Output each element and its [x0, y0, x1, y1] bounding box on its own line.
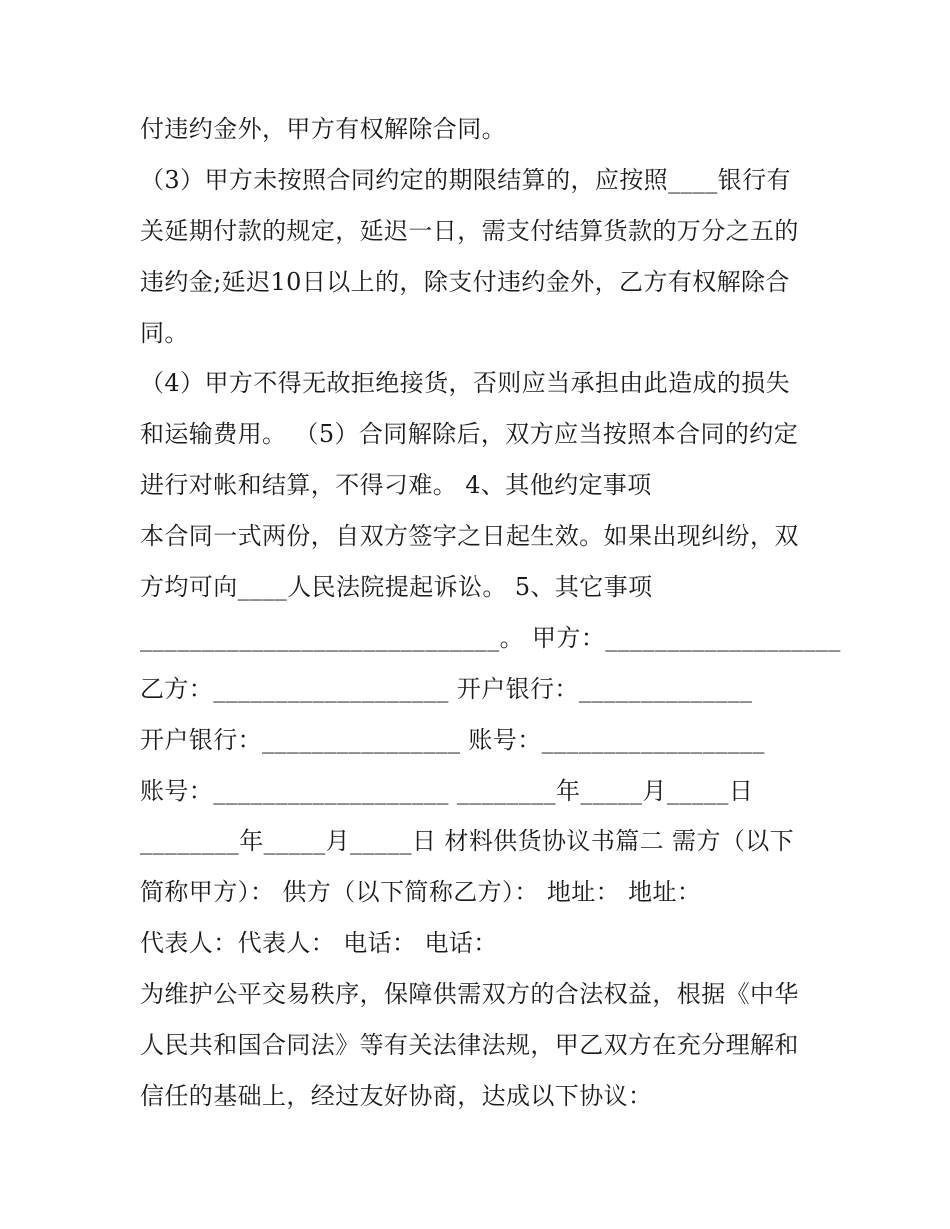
- text-line-19: 人民共和国合同法》等有关法律法规，甲乙双方在充分理解和: [140, 1031, 799, 1059]
- text-line-18: 为维护公平交易秩序，保障供需双方的合法权益，根据《中华: [140, 980, 799, 1008]
- text-line-6: （4）甲方不得无故拒绝接货，否则应当承担由此造成的损失: [140, 369, 791, 397]
- text-line-13: 开户银行：________________ 账号：__________________: [140, 726, 765, 754]
- text-line-4: 违约金;延迟10日以上的，除支付违约金外，乙方有权解除合: [140, 268, 790, 296]
- text-line-16: 简称甲方）： 供方（以下简称乙方）： 地址： 地址：: [140, 878, 702, 906]
- text-line-10: 方均可向____人民法院提起诉讼。 5、其它事项: [140, 573, 653, 601]
- text-line-20: 信任的基础上，经过友好协商，达成以下协议：: [140, 1082, 653, 1110]
- text-line-11: _____________________________。 甲方：___________________: [140, 624, 841, 652]
- text-line-1: 付违约金外，甲方有权解除合同。: [140, 115, 506, 143]
- text-line-2: （3）甲方未按照合同约定的期限结算的，应按照____银行有: [140, 166, 791, 194]
- text-line-5: 同。: [140, 319, 189, 347]
- text-line-3: 关延期付款的规定，延迟一日，需支付结算货款的万分之五的: [140, 217, 799, 245]
- text-line-12: 乙方：___________________ 开户银行：______________: [140, 675, 753, 703]
- text-line-8: 进行对帐和结算，不得刁难。 4、其他约定事项: [140, 471, 652, 499]
- text-line-14: 账号：___________________ ________年_____月_____日: [140, 777, 754, 805]
- text-line-15: ________年_____月_____日 材料供货协议书篇二 需方（以下: [140, 827, 795, 855]
- text-line-9: 本合同一式两份，自双方签字之日起生效。如果出现纠纷，双: [140, 522, 799, 550]
- text-line-7: 和运输费用。 （5）合同解除后，双方应当按照本合同的约定: [140, 420, 799, 448]
- text-line-17: 代表人：代表人： 电话： 电话：: [140, 929, 498, 957]
